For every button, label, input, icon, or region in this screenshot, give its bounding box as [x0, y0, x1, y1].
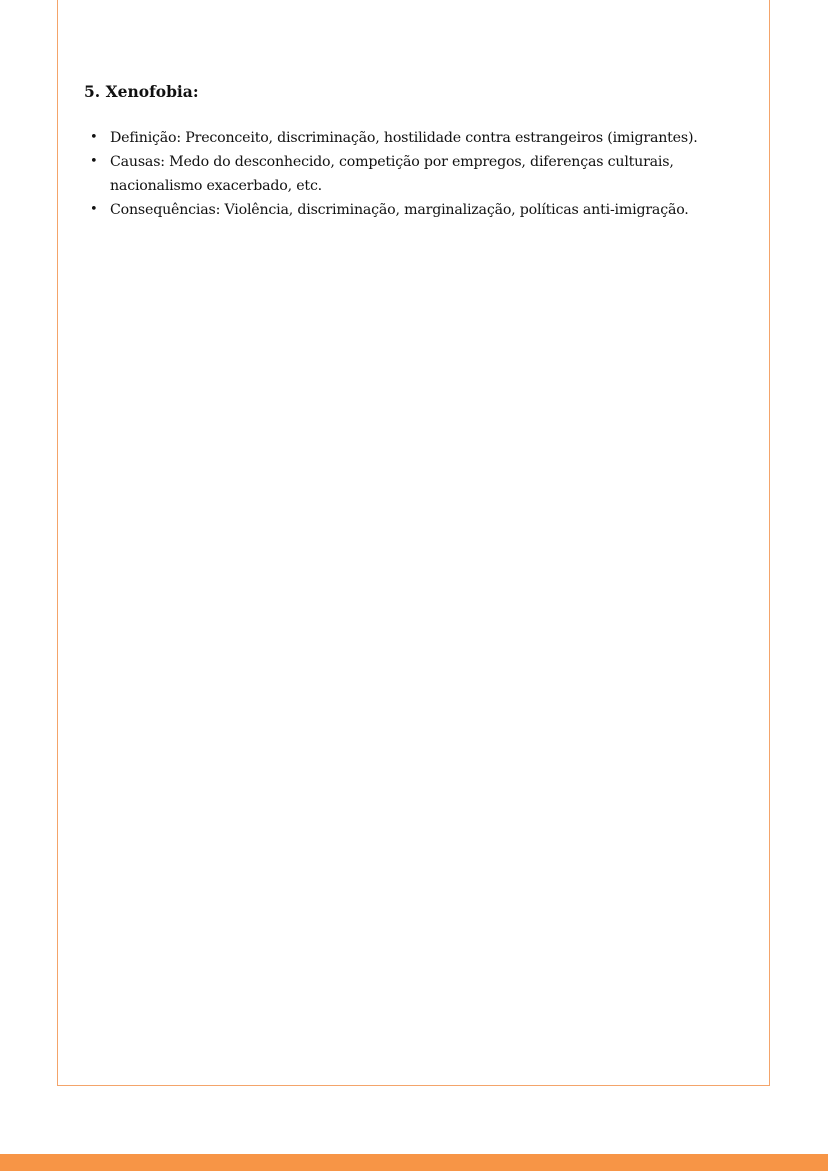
bullet-icon: •	[90, 154, 98, 169]
list-item-text: Causas: Medo do desconhecido, competição por empregos, diferenças culturais, nacionalismo exacerbado, etc.	[110, 154, 674, 194]
section-heading: 5. Xenofobia:	[84, 82, 199, 101]
footer-bar	[0, 1154, 828, 1171]
bullet-icon: •	[90, 202, 98, 217]
bullet-icon: •	[90, 130, 98, 145]
list-item	[90, 126, 744, 150]
list-item	[90, 198, 744, 222]
list-item-text: Consequências: Violência, discriminação, marginalização, políticas anti-imigração.	[110, 202, 689, 218]
list-item	[90, 150, 744, 198]
document-content	[84, 80, 744, 222]
bullet-list	[84, 126, 744, 222]
list-item-text: Definição: Preconceito, discriminação, hostilidade contra estrangeiros (imigrantes).	[110, 130, 698, 146]
